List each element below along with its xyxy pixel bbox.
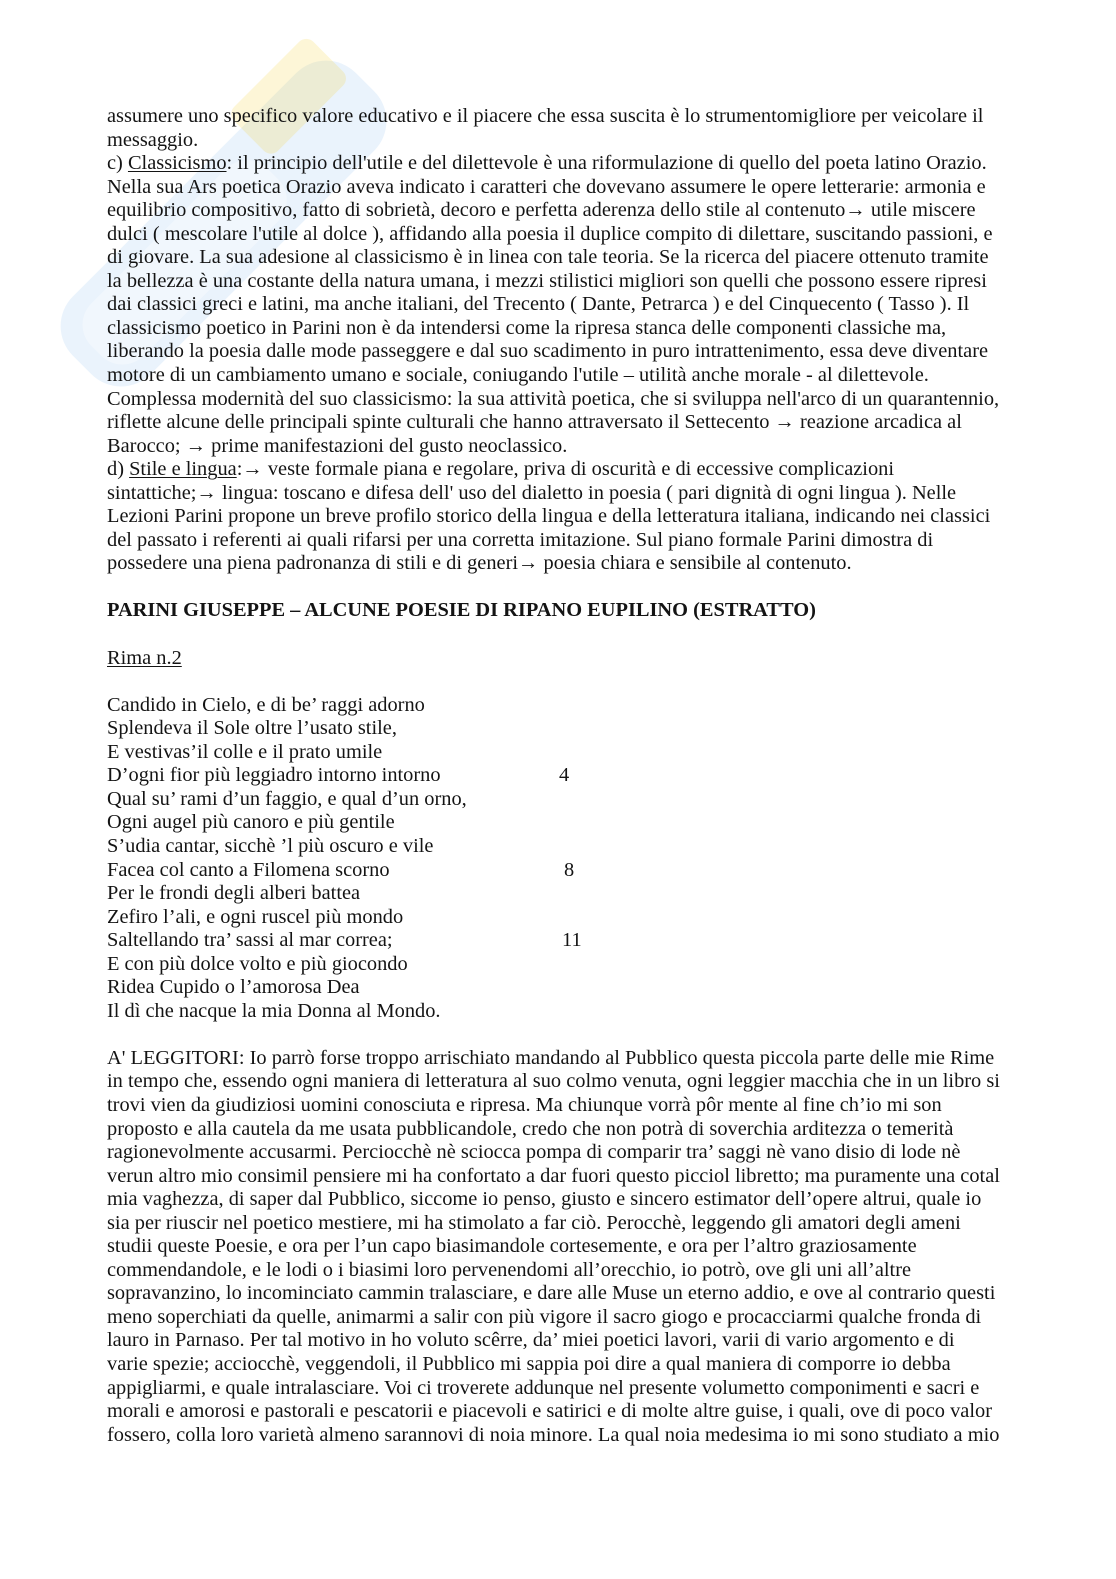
text-line: A' LEGGITORI: Io parrò forse troppo arrischiato mandando al Pubblico questa piccola parte delle mie Rime	[107, 1046, 995, 1069]
text-line: verun altro mio consimil pensiere mi ha confortato a dar fuori questo picciol libretto; ma puramente una cotal	[107, 1164, 1000, 1187]
verse-text: D’ogni fior più leggiadro intorno intorno	[107, 764, 441, 787]
text-line: varie spezie; acciocchè, veggendoli, il Pubblico mi sappia poi dire a qual maniera di comporre io debba	[107, 1352, 951, 1375]
text-line: Barocco; → prime manifestazioni del gusto neoclassico.	[107, 434, 568, 457]
text-line: commendandole, e le lodi o i biasimi loro pervenendomi all’orecchio, io potrò, ove gli uni all’altre	[107, 1258, 912, 1281]
text-line: liberando la poesia dalle mode passeggere e dal suo scadimento in puro intrattenimento, essa deve diventare	[107, 340, 989, 363]
text-line: la bellezza è una costante della natura umana, i mezzi stilistici migliori son quelli che possono essere ripresi	[107, 269, 987, 292]
text-line: mia vaghezza, di saper dal Pubblico, siccome io penso, giusto e sincero estimator dell’opere altrui, quale io	[107, 1188, 982, 1211]
verse-text: Qual su’ rami d’un faggio, e qual d’un orno,	[107, 787, 467, 810]
verse-text: S’udia cantar, sicchè ’l più oscuro e vile	[107, 834, 434, 857]
poem-verse	[107, 929, 1067, 953]
stile-lingua-paragraph	[107, 458, 1067, 576]
verse-text: Ogni augel più canoro e più gentile	[107, 811, 395, 834]
poem-verse	[107, 811, 1067, 835]
text-line: assumere uno specifico valore educativo e il piacere che essa suscita è lo strumentomigliore per veicolare il	[107, 105, 984, 127]
text-line: riflette alcune delle principali spinte culturali che hanno attraversato il Settecento → reazione arcadica al	[107, 411, 962, 434]
verse-text: Il dì che nacque la mia Donna al Mondo.	[107, 999, 441, 1022]
poem-verse	[107, 976, 1067, 1000]
verse-text: Saltellando tra’ sassi al mar correa;	[107, 929, 393, 952]
classicismo-paragraph	[107, 152, 1067, 458]
text-line: possedere una piena padronanza di stili e di generi→ poesia chiara e sensibile al contenuto.	[107, 552, 852, 575]
text-line: morali e amorosi e pastorali e pescatorii e piacevoli e satirici e di molte altre guise, i quali, ove di poco valor	[107, 1400, 992, 1423]
poem-verse	[107, 882, 1067, 906]
verse-text: Splendeva il Sole oltre l’usato stile,	[107, 717, 397, 740]
text-line: di giovare. La sua adesione al classicismo è in linea con tale teoria. Se la ricerca del piacere ottenuto tramite	[107, 246, 989, 269]
item-label: c)	[107, 152, 128, 175]
text-line	[107, 152, 1067, 176]
text-line: classicismo poetico in Parini non è da intendersi come la ripresa stanca delle componenti classiche ma,	[107, 316, 947, 339]
poem-verse	[107, 906, 1067, 930]
verse-text: Per le frondi degli alberi battea	[107, 882, 361, 905]
text-line: lauro in Parnaso. Per tal motivo in ho voluto scêrre, da’ miei poetici lavori, varii di vario argomento e di	[107, 1329, 955, 1352]
text-line: trovi vien da giudiziosi uomini conosciuta e ripresa. Ma chiunque vorrà pôr mente al fine ch’io mi son	[107, 1093, 942, 1116]
text-line: messaggio.	[107, 128, 199, 151]
text-line	[107, 458, 1067, 482]
poem-verse	[107, 741, 1067, 765]
text-line: proposto e alla cautela da me usata pubblicandole, credo che non potrà di soverchia arditezza o temerità	[107, 1117, 954, 1140]
text-line: in tempo che, essendo ogni maniera di letteratura al suo colmo venuta, ogni leggier macchia che in un libro si	[107, 1070, 1000, 1093]
poem-verse	[107, 859, 1067, 883]
document-body	[107, 105, 1067, 1447]
poem-title-line	[107, 647, 1067, 671]
text-line: ragionevolmente accusarmi. Perciocchè nè sciocca pompa di comparir tra’ saggi nè vano disio di lode nè	[107, 1141, 961, 1164]
poem-verse	[107, 717, 1067, 741]
text-line: dulci ( mescolare l'utile al dolce ), affidando alla poesia il duplice compito di dilettare, suscitando passioni, e	[107, 222, 993, 245]
poem-verse	[107, 764, 1067, 788]
poem-verse	[107, 1000, 1067, 1024]
poem-title: Rima n.2	[107, 646, 182, 669]
poem	[107, 694, 1067, 1024]
blank-line	[107, 670, 1067, 694]
text-line: equilibrio compositivo, fatto di sobrietà, decoro e perfetta aderenza dello stile al contenuto→ utile miscere	[107, 199, 976, 222]
text-line: meno soperchiati da quelle, animarmi a salir con più vigore il sacro giogo e procacciarmi qualche fronda di	[107, 1305, 982, 1328]
classicismo-term: Classicismo	[127, 152, 227, 175]
text-line: studii queste Poesie, e ora per l’un capo biasimandole cortesemente, e ora per l’altro graziosamente	[107, 1235, 917, 1258]
verse-text: Candido in Cielo, e di be’ raggi adorno	[107, 693, 425, 716]
verse-number: 8	[564, 858, 575, 881]
poem-verse	[107, 694, 1067, 718]
blank-line	[107, 576, 1067, 600]
text-line: sia per riuscir nel poetico mestiere, mi ha stimolato a far ciò. Perocchè, leggendo gli amatori degli ameni	[107, 1211, 961, 1234]
text-line: sopravanzino, lo incominciato cammin tralasciare, e dare alle Muse un eterno addio, e ove al contrario questi	[107, 1282, 996, 1305]
verse-text: E con più dolce volto e più giocondo	[107, 952, 408, 975]
verse-text: Zefiro l’ali, e ogni ruscel più mondo	[107, 905, 404, 928]
verse-text: Facea col canto a Filomena scorno	[107, 858, 390, 881]
text-line: Nella sua Ars poetica Orazio aveva indicato i caratteri che dovevano assumere le opere letterarie: armonia e	[107, 175, 986, 198]
text-line: sintattiche;→ lingua: toscano e difesa dell' uso del dialetto in poesia ( pari dignità di ogni lingua ). Nelle	[107, 481, 957, 504]
verse-text: E vestivas’il colle e il prato umile	[107, 740, 383, 763]
text-line: motore di un cambiamento umano e sociale, coniugando l'utile – utilità anche morale - al dilettevole.	[107, 364, 929, 387]
stile-lingua-term: Stile e lingua	[129, 458, 237, 481]
text-line: del passato i referenti ai quali rifarsi per una corretta imitazione. Sul piano formale Parini dimostra di	[107, 528, 934, 551]
blank-line	[107, 623, 1067, 647]
text-line: dai classici greci e latini, ma anche italiani, del Trecento ( Dante, Petrarca ) e del Cinquecento ( Tasso ). Il	[107, 293, 970, 316]
verse-text: Ridea Cupido o l’amorosa Dea	[107, 976, 360, 999]
poem-verse	[107, 953, 1067, 977]
verse-number: 4	[559, 764, 570, 787]
text-line: appigliarmi, e quale intralasciare. Voi ci troverete addunque nel presente volumetto componimenti e sacri e	[107, 1376, 980, 1399]
text-fragment: :→ veste formale piana e regolare, priva di oscurità e di eccessive complicazioni	[236, 458, 895, 481]
item-label: d)	[107, 458, 130, 481]
intro-paragraph	[107, 105, 1067, 152]
blank-line	[107, 1023, 1067, 1047]
poem-verse	[107, 788, 1067, 812]
leggitori-paragraph	[107, 1047, 1067, 1447]
poem-verse	[107, 835, 1067, 859]
text-line: Complessa modernità del suo classicismo: la sua attività poetica, che si sviluppa nell'arco di un quarantennio,	[107, 387, 1000, 410]
verse-number: 11	[562, 929, 582, 952]
section-heading: PARINI GIUSEPPE – ALCUNE POESIE DI RIPANO EUPILINO (ESTRATTO)	[107, 599, 816, 622]
text-line: Lezioni Parini propone un breve profilo storico della lingua e della letteratura italiana, indicando nei classici	[107, 505, 991, 528]
text-line: fossero, colla loro varietà almeno sarannovi di noia minore. La qual noia medesima io mi sono studiato a mio	[107, 1423, 1000, 1446]
text-fragment: : il principio dell'utile e del dilettevole è una riformulazione di quello del poeta latino Orazio.	[226, 152, 987, 175]
